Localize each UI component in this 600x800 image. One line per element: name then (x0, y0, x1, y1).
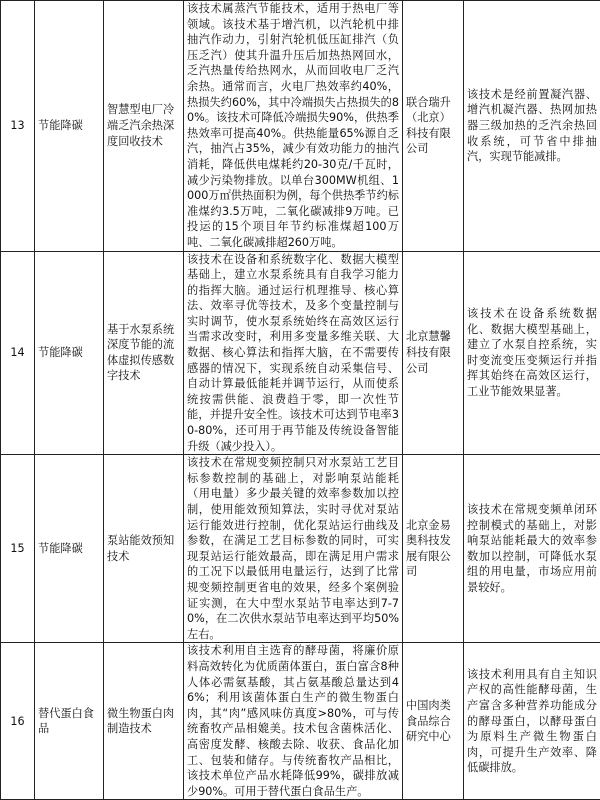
table-row (1, 251, 600, 455)
recommendation-cell: 该技术在设备系统数据化、数据大模型基础上，建立了水泵自控系统，实时变流变压变频运行并指挥其始终在高效区运行，工业节能效果显著。 (464, 251, 600, 455)
recommendation-cell: 该技术是经前置凝汽器、增汽机凝汽器、热网加热器三级加热的乏汽余热回收系统，可节省中排抽汽，实现节能减排。 (464, 1, 600, 252)
table-row (1, 643, 600, 800)
recommendation-cell: 该技术在常规变频单闭环控制模式的基础上，对影响泵站能耗最大的效率参数加以控制，可降低水泵组的用电量，市场应用前景较好。 (464, 455, 600, 643)
description-cell: 该技术属蒸汽节能技术，适用于热电厂等领域。该技术基于增汽机，以汽轮机中排抽汽作动力，引射汽轮机低压缸排汽（负压乏汽）使其升温升压后加热热网回水，乏汽热量传给热网水，从而回收电厂乏汽余热。通常而言，火电厂热效率约40%，热损失约60%，其中冷端损失占热损失的80%。该技术可降低冷端损失90%，供热季热效率可提高40%。供热能量65%源自乏汽，抽汽占35%，减少有效功能力的抽汽消耗，降低供电煤耗约20-30克/千瓦时，减少污染物排放。以单台300MW机组、1000万㎡供热面积为例，每个供热季节约标准煤约3.5万吨，二氧化碳减排9万吨。已投运的15个项目年节约标准煤超100万吨、二氧化碳减排超260万吨。 (184, 1, 403, 252)
recommendation-cell: 该技术利用具有自主知识产权的高性能酵母菌，生产富含多种营养功能成分的酵母蛋白，以酵母蛋白为原料生产微生物蛋白肉，可提升生产效率、降低碳排放。 (464, 643, 600, 800)
description-cell: 该技术在常规变频控制只对水泵站工艺目标参数控制的基础上，对影响泵站能耗（用电量）多少最关键的效率参数加以控制，使用能效预知算法，实时寻优对泵站运行能效进行控制，优化泵站运行曲线及参数，在满足工艺目标参数的同时，可实现泵站运行能效最高，即在满足用户需求的工况下以最低用电量运行，达到了比常规变频控制更省电的效果，经多个案例验证实测，在大中型水泵站节电率达到7-70%，在二次供水泵站节电率达到平均50%左右。 (184, 455, 403, 643)
description-cell: 该技术在设备和系统数字化、数据大模型基础上，建立水泵系统具有自我学习能力的指挥大脑。通过运行机理推导、核心算法、效率寻优等技术，及多个变量控制与实时调节，使水泵系统始终在高效区运行当需求改变时，利用多变量多维关联、大数据、核心算法和指挥大脑，在不需要传感器的情况下，实现系统自动采集信号、自动计算最低能耗并调节运行，从而使系统按需供能、浪费趋于零，即一次性节能，并提升安全性。该技术可达到节电率30-80%，还可用于再节能及传统设备智能升级（减少投入）。 (184, 251, 403, 455)
organization-cell: 北京慧馨科技有限公司 (403, 251, 464, 455)
organization-cell: 北京金易奥科技发展有限公司 (403, 455, 464, 643)
tech-name-cell: 微生物蛋白肉制造技术 (104, 643, 184, 800)
field-cell: 节能降碳 (35, 455, 104, 643)
row-number: 16 (1, 643, 35, 800)
table-row (1, 1, 600, 252)
description-cell: 该技术利用自主选育的酵母菌，将廉价原料高效转化为优质菌体蛋白，蛋白富含8种人体必需氨基酸，其占氨基酸总量达到46%；利用该菌体蛋白生产的微生物蛋白肉，其“肉”感风味仿真度>80%，可与传统畜牧产品相媲美。技术包含菌株活化、高密度发酵、核酸去除、收获、食品化加工、包装和储存。与传统畜牧产品相比，该技术单位产品水耗降低99%，碳排放减少90%。可用于替代蛋白食品生产。 (184, 643, 403, 800)
tech-name-cell: 基于水泵系统深度节能的流体虚拟传感数字技术 (104, 251, 184, 455)
organization-cell: 联合瑞升（北京）科技有限公司 (403, 1, 464, 252)
row-number: 14 (1, 251, 35, 455)
organization-cell: 中国肉类食品综合研究中心 (403, 643, 464, 800)
field-cell: 替代蛋白食品 (35, 643, 104, 800)
field-cell: 节能降碳 (35, 251, 104, 455)
row-number: 15 (1, 455, 35, 643)
table-row (1, 455, 600, 643)
row-number: 13 (1, 1, 35, 252)
field-cell: 节能降碳 (35, 1, 104, 252)
tech-name-cell: 智慧型电厂冷端乏汽余热深度回收技术 (104, 1, 184, 252)
tech-name-cell: 泵站能效预知技术 (104, 455, 184, 643)
